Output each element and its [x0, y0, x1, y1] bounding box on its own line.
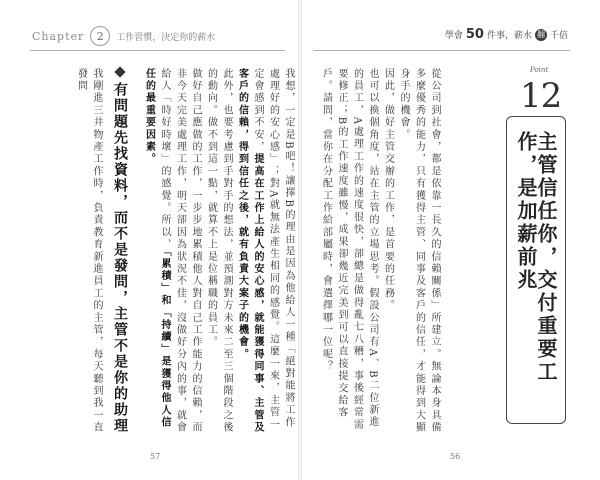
header-rule-right	[313, 50, 570, 51]
page-number-right: 56	[450, 452, 461, 461]
left-para2: 此外，也要考慮到手對手的想法，並預測對方未來二至三個階段之後的動向。做不到這一點，就算不上是位稱職的員工。 做好自己應做的工作，一步步地累積他人對自己工作能力的信賴，而非今天完美處理工作，明天卻因為狀況不佳，沒做好分內的事，就會給人「時好時壞」的感覺。所以，	[159, 68, 232, 434]
subheading	[110, 68, 130, 434]
subheading-text: 有問題先找資料，而不是發問，主管不是你的助理	[112, 82, 128, 434]
chapter-word: Chapter	[32, 29, 85, 43]
section-title-box	[506, 116, 566, 424]
book-title-suffix: 千倍	[549, 31, 568, 41]
book-title-badge: 翻	[536, 30, 545, 39]
page-gutter	[298, 0, 302, 480]
left-para1-emphasis: 提高在工作上給人的安心感，就能獲得同事、主管及客戶的信賴，得到信任之後，就有負責大案子的機會。	[236, 68, 263, 435]
page-number-left: 57	[150, 452, 161, 461]
book-title-prefix: 學會	[444, 31, 463, 41]
left-para2-emphasis: 「累積」和「持續」是獲得他人信任的最重要因素。	[143, 68, 170, 429]
header-rule-left	[30, 50, 285, 51]
book-title-header	[445, 27, 568, 42]
book-title-middle: 件事，薪水	[486, 31, 532, 41]
left-para1: 我想，一定是B吧！讓擇B的理由是因為他給人一種「絕對能將工作處理好的安心感」；對A就無法產生相同的感覺。這麼一來，主管一定會感到不安，	[252, 68, 294, 432]
chapter-number-badge: 2	[90, 26, 110, 46]
book-title-number: 50	[465, 27, 484, 42]
point-label: Point	[530, 66, 549, 74]
point-number: 12	[520, 76, 562, 116]
section-title: 主管信任你，交付重要工作，是加薪前兆	[514, 131, 558, 384]
diamond-bullet-icon	[114, 66, 125, 77]
right-page-body: 從公司到社會，都是依靠一長久的信賴關係」所建立。無論本身具備多麼優秀的能力，只有獲得主管、同事及客戶的信任，才能得到大顯身手的機會。 因此，做好主管交辦的工作，是首要的任務。 也可以換個角度，站在主管的立場思考。假設公司有A、B二位新進的員工，A處理工作的速度很快，卻總是做得亂七八糟，事後經常需要修正；B的工作速度雖慢，成果卻幾近完美到可以直接提交給客戶。請問，當你在分配工作給部屬時，會選擇哪一位呢？	[320, 68, 440, 434]
left-page-body	[136, 68, 296, 440]
chapter-title: 工作習慣，決定你的薪水	[116, 32, 216, 43]
chapter-header	[32, 25, 215, 47]
left-page-final-para: 我剛進三井物產工作時，負責教育新進員工的主管，每天聽到我一直發問	[75, 68, 102, 434]
